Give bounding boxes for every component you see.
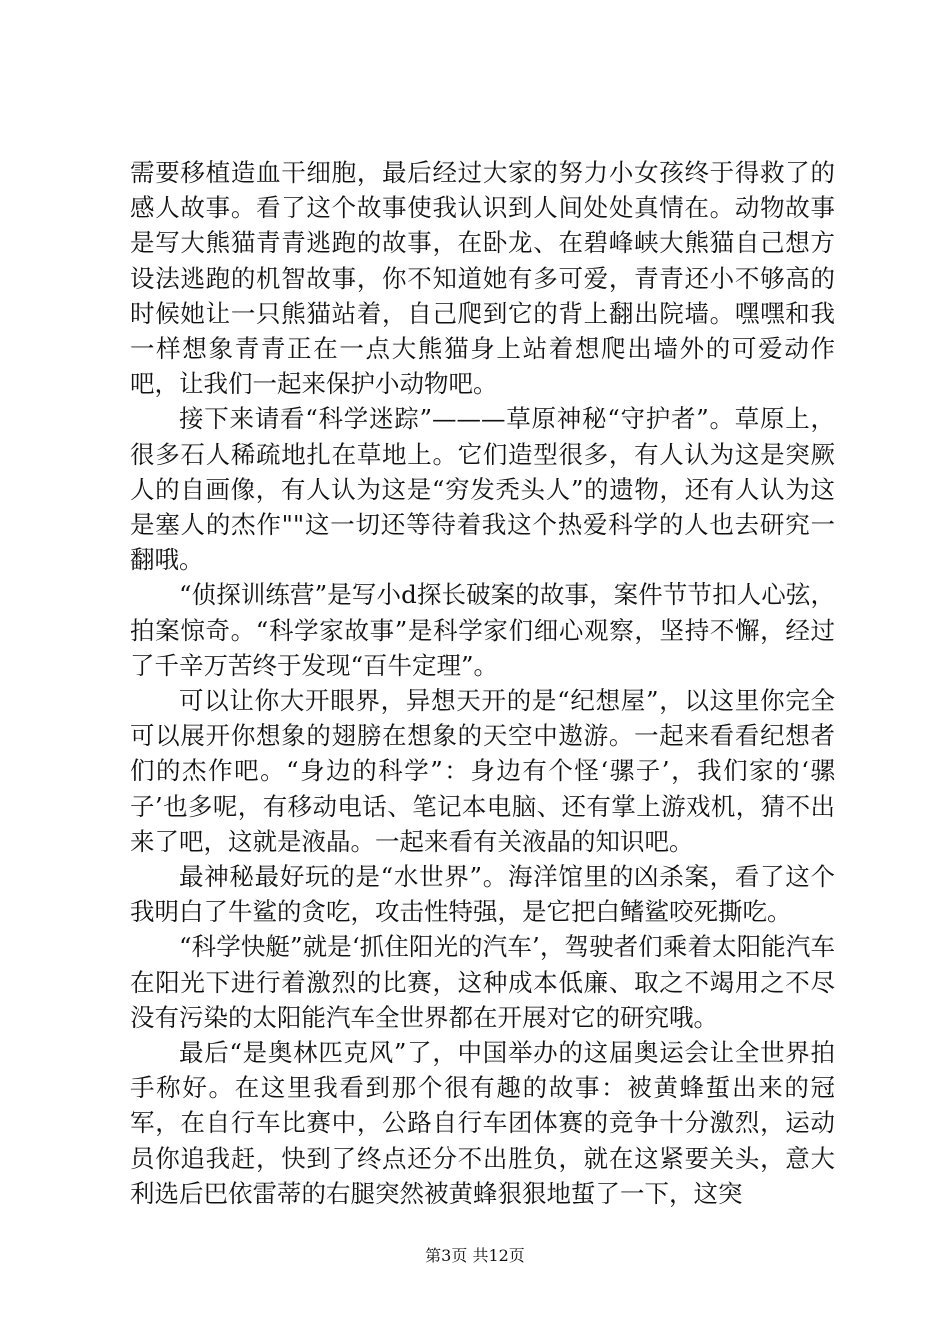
paragraph-olympic-wind: 最后“是奥林匹克风”了，中国举办的这届奥运会让全世界拍手称好。在这里我看到那个很有趣的故事：被黄蜂蜇出来的冠军，在自行车比赛中，公路自行车团体赛的竞争十分激烈，运动员你追我赶，快到了终点还分不出胜负，就在这紧要关头，意大利选后巴依雷蒂的右腿突然被黄蜂狠狠地蜇了一下，这突 (130, 1038, 835, 1208)
paragraph-continuation: 需要移植造血干细胞，最后经过大家的努力小女孩终于得救了的感人故事。看了这个故事使我认识到人间处处真情在。动物故事是写大熊猫青青逃跑的故事，在卧龙、在碧峰峡大熊猫自己想方设法逃跑的机智故事，你不知道她有多可爱，青青还小不够高的时候她让一只熊猫站着，自己爬到它的背上翻出院墙。嘿嘿和我一样想象青青正在一点大熊猫身上站着想爬出墙外的可爱动作吧，让我们一起来保护小动物吧。 (130, 158, 835, 399)
document-body (130, 155, 835, 1211)
paragraph-detective-camp: “侦探训练营”是写小d探长破案的故事，案件节节扣人心弦，拍案惊奇。“科学家故事”是科学家们细心观察，坚持不懈，经过了千辛万苦终于发现“百牛定理”。 (130, 580, 835, 680)
paragraph-science-mystery: 接下来请看“科学迷踪”———草原神秘“守护者”。草原上，很多石人稀疏地扎在草地上。它们造型很多，有人认为这是突厥人的自画像，有人认为这是“穷发秃头人”的遗物，还有人认为这是塞人的杰作""这一切还等待着我这个热爱科学的人也去研究一翻哦。 (130, 404, 835, 575)
paragraph-imagination-house: 可以让你大开眼界，异想天开的是“纪想屋”，以这里你完全可以展开你想象的翅膀在想象的天空中遨游。一起来看看纪想者们的杰作吧。“身边的科学”：身边有个怪‘骡子’，我们家的‘骡子’也多呢，有移动电话、笔记本电脑、还有掌上游戏机，猜不出来了吧，这就是液晶。一起来看有关液晶的知识吧。 (130, 686, 835, 856)
paragraph-water-world: 最神秘最好玩的是“水世界”。海洋馆里的凶杀案，看了这个我明白了牛鲨的贪吃，攻击性特强，是它把白鳍鲨咬死撕吃。 (130, 862, 835, 927)
page-number-footer: 第3页 共12页 (425, 1246, 525, 1265)
paragraph-science-speedboat: “科学快艇”就是‘抓住阳光的汽车’，驾驶者们乘着太阳能汽车在阳光下进行着激烈的比赛，这种成本低廉、取之不竭用之不尽没有污染的太阳能汽车全世界都在开展对它的研究哦。 (130, 932, 835, 1032)
